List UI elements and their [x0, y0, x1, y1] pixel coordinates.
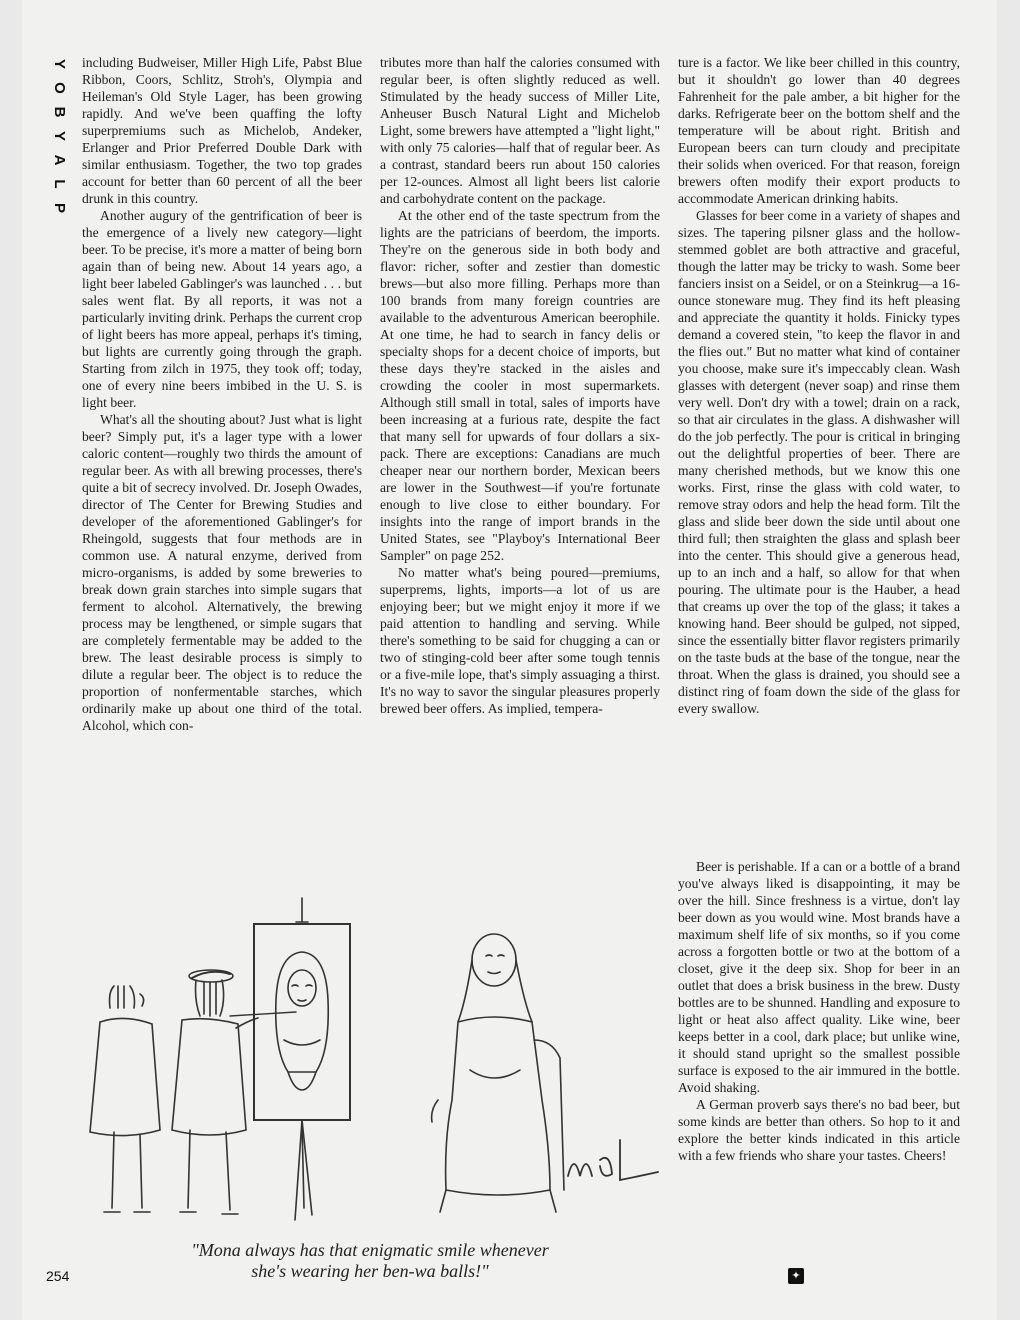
paragraph: No matter what's being poured—premiums, superprems, lights, imports—a lot of us are enjoying beer; but we might enjoy it more if we paid attention to handling and serving. While there's something to be said for chugging a can or two of stinging-cold beer after some tough tennis or a five-mile lope, that's simply assuaging a thirst. It's no way to savor the singular pleasures properly brewed beer offers. As implied, tempera- [380, 565, 660, 716]
magazine-name-vertical: Y O B Y A L P [51, 58, 68, 213]
page-number: 254 [46, 1268, 70, 1284]
cartoon-caption: "Mona always has that enigmatic smile whenever she's wearing her ben-wa balls!" [191, 1240, 549, 1281]
paragraph: What's all the shouting about? Just what is light beer? Simply put, it's a lager type with a lower caloric content—roughly two thirds the amount of regular beer. As with all brewing processes, there's quite a bit of secrecy involved. Dr. Joseph Owades, director of The Center for Brewing Studies and developer of the aforementioned Gablinger's for Rheingold, suggests that four methods are in common use. A natural enzyme, derived from micro-organisms, is added by some breweries to break down grain starches into simple sugars that ferment to alcohol. Alternatively, the brewing process may be lengthened, or simple sugars that are completely fermentable may be added to the brew. The least desirable process is simply to dilute a regular beer. The object is to reduce the proportion of nonfermentable starches, which ordinarily make up about one third of the total. Alcohol, which con- [82, 412, 362, 733]
cartoon-illustration [80, 890, 665, 1235]
paragraph: Beer is perishable. If a can or a bottle of a brand you've always liked is disappointing, it may be over the hill. Since freshness is a virtue, don't lay beer down as you would wine. Most brands have a maximum shelf life of six months, so if you come across a forgotten bottle or two at the bottom of a closet, give it the deep six. Shop for beer in an outlet that does a brisk business in the brew. Dusty bottles are to be shunned. Handling and exposure to light or heat also affect quality. Like wine, beer keeps better in a cool, dark place; but unlike wine, it should stand upright so the smallest possible surface is exposed to the air immured in the bottle. Avoid shaking. [678, 859, 961, 1095]
paragraph: At the other end of the taste spectrum from the lights are the patricians of beerdom, the imports. They're on the generous side in both body and flavor: richer, softer and zestier than domestic brews—but also more filling. Perhaps more than 100 brands from many foreign countries are available to the adventurous American beerophile. At one time, he had to search in fancy delis or specialty shops for a decent choice of imports, but these days they're stacked in the aisles and crowding the cooler in most supermarkets. Although still small in total, sales of imports have been increasing at a furious rate, despite the fact that many sell for upwards of four dollars a six-pack. There are exceptions: Canadians are much cheaper near our northern border, Mexican beers are lower in the Southwest—if you're fortunate enough to live close to either boundary. For insights into the range of import brands in the United States, see "Playboy's International Beer Sampler" on page 252. [380, 208, 660, 563]
text-column-3-continued [678, 858, 960, 1164]
paragraph: Another augury of the gentrification of beer is the emergence of a lively new category—light beer. To be precise, it's more a matter of being born again than of being new. About 14 years ago, a light beer labeled Gablinger's was launched . . . but sales went flat. By all reports, it was not a particularly inviting drink. Perhaps the current crop of light beers has more appeal, perhaps it's timing, but lights are currently going through the graph. Starting from zilch in 1975, they took off; today, one of every nine beers imbibed in the U. S. is light beer. [82, 208, 362, 410]
playboy-rabbit-icon: ✦ [788, 1268, 804, 1284]
text-column-3 [678, 54, 960, 717]
paragraph: including Budweiser, Miller High Life, Pabst Blue Ribbon, Coors, Schlitz, Stroh's, Olympia and Heileman's Old Style Lager, has been growing rapidly. And we've been quaffing the lofty superpremiums such as Michelob, Andeker, Erlanger and Prior Preferred Double Dark with similar enthusiasm. Together, the two top grades account for better than 60 percent of all the beer drunk in this country. [82, 55, 362, 206]
paragraph: Glasses for beer come in a variety of shapes and sizes. The tapering pilsner glass and the hollow-stemmed goblet are both attractive and graceful, though the latter may be tricky to wash. Some beer fanciers insist on a Seidel, or on a Steinkrug—a 16-ounce stoneware mug. They find its heft pleasing and appreciate the quantity it holds. Finicky types demand a covered stein, "to keep the flavor in and the flies out." But no matter what kind of container you choose, make sure it's impeccably clean. Wash glasses with detergent (never soap) and rinse them very well. Don't dry with a towel; drain on a rack, so that air circulates in the glass. A dishwasher will do the job perfectly. The pour is critical in bringing out the delightful properties of beer. There are many cherished methods, but we know this one works. First, rinse the glass with cold water, to remove stray odors and help the head form. Tilt the glass and slide beer down the side until about one third full; then straighten the glass and splash beer into the center. This should give a generous head, up to an inch and a half, so allow for that when pouring. The ultimate pour is the Hauber, a head that creams up over the top of the glass; it takes a knowing hand. Beer should be gulped, not sipped, since the essentially bitter flavor registers primarily on the taste buds at the base of the tongue, near the throat. When the glass is drained, you should see a distinct ring of foam down the side of the glass for every swallow. [678, 208, 960, 716]
text-column-2 [380, 54, 660, 717]
paragraph: tributes more than half the calories consumed with regular beer, is often slightly reduced as well. Stimulated by the heady success of Miller Lite, Anheuser Busch Natural Light and Michelob Light, some brewers have attempted a "light light," with only 75 calories—half that of regular beer. As a contrast, standard beers run about 150 calories per 12-ounces. Almost all light beers list calorie and carbohydrate content on the package. [380, 55, 660, 206]
text-column-1 [82, 54, 362, 734]
paragraph: ture is a factor. We like beer chilled in this country, but it shouldn't go lower than 40 degrees Fahrenheit for the pale amber, a bit higher for the darks. Refrigerate beer on the bottom shelf and the temperature will be about right. British and European beers can turn cloudy and precipitate their solids when overiced. For that reason, foreign brewers often modify their export products to accommodate American drinking habits. [678, 55, 960, 206]
paragraph: A German proverb says there's no bad beer, but some kinds are better than others. So hop to it and explore the better kinds indicated in this article with a few friends who share your tastes. Cheers! [678, 1097, 960, 1163]
